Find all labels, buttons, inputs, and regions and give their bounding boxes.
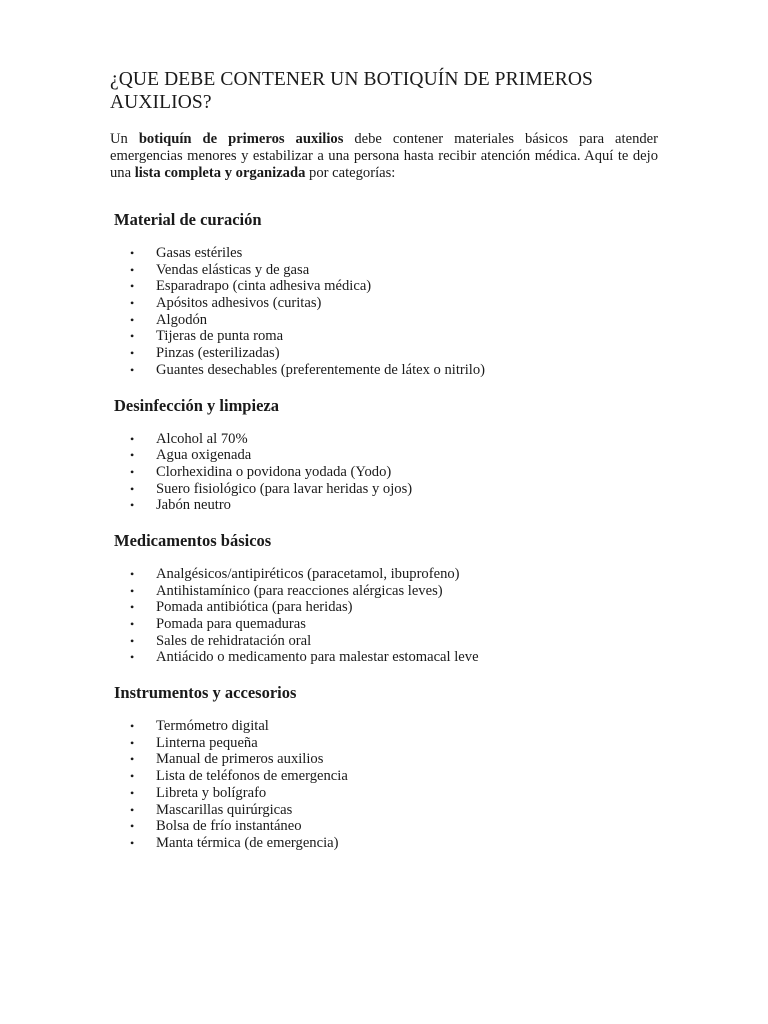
list-item [110, 362, 658, 379]
bullet-icon: • [130, 279, 135, 294]
list-item-text: Lista de teléfonos de emergencia [156, 768, 348, 785]
bullet-icon: • [130, 329, 135, 344]
list-item [110, 278, 658, 295]
list-item-text: Algodón [156, 311, 208, 328]
section-heading: Medicamentos básicos [114, 530, 272, 550]
list-item [110, 633, 658, 650]
list-item-text: Tijeras de punta roma [156, 328, 284, 345]
list-item [110, 447, 658, 464]
list-item [110, 262, 658, 279]
list-item [110, 245, 658, 262]
bullet-icon: • [130, 464, 135, 479]
bullet-icon: • [130, 362, 135, 377]
list-item [110, 295, 658, 312]
bullet-icon: • [130, 633, 135, 648]
list-item [110, 328, 658, 345]
list-item [110, 312, 658, 329]
list-item [110, 735, 658, 752]
list-item-text: Pinzas (esterilizadas) [156, 345, 280, 362]
list-item-text: Agua oxigenada [156, 447, 252, 464]
list-item [110, 835, 658, 852]
intro-text-2: debe contener materiales básicos para atender emergencias menores y estabilizar a una persona hasta recibir atención médica. Aquí te dejo una [110, 131, 658, 181]
list-item-text: Guantes desechables (preferentemente de látex o nitrilo) [156, 361, 486, 378]
list-item [110, 718, 658, 735]
bullet-icon: • [130, 719, 135, 734]
list-item-text: Analgésicos/antipiréticos (paracetamol, ibuprofeno) [156, 565, 460, 582]
list-item-text: Clorhexidina o povidona yodada (Yodo) [156, 463, 392, 480]
list-item-text: Manual de primeros auxilios [156, 751, 324, 768]
bullet-list [110, 566, 658, 666]
list-item-text: Suero fisiológico (para lavar heridas y ojos) [156, 480, 413, 497]
list-item-text: Manta térmica (de emergencia) [156, 834, 339, 851]
bullet-icon: • [130, 246, 135, 260]
bullet-icon: • [130, 752, 135, 767]
list-item [110, 345, 658, 362]
list-item [110, 785, 658, 802]
bullet-icon: • [130, 769, 135, 784]
section [110, 683, 658, 852]
bullet-icon: • [130, 481, 135, 496]
list-item [110, 566, 658, 583]
document-title: ¿QUE DEBE CONTENER UN BOTIQUÍN DE PRIMEROS AUXILIOS? [110, 69, 594, 113]
section-heading: Material de curación [114, 210, 262, 229]
list-item [110, 818, 658, 835]
list-item-text: Jabón neutro [156, 497, 231, 514]
list-item-text: Gasas estériles [156, 245, 243, 261]
bullet-icon: • [130, 566, 135, 581]
list-item-text: Pomada antibiótica (para heridas) [156, 599, 353, 616]
list-item-text: Vendas elásticas y de gasa [156, 261, 310, 278]
sections-container [110, 210, 658, 852]
list-item-text: Mascarillas quirúrgicas [156, 801, 293, 818]
list-item [110, 464, 658, 481]
section [110, 210, 658, 379]
list-item [110, 497, 658, 514]
intro-bold-2: lista completa y organizada [134, 165, 306, 181]
list-item-text: Antihistamínico (para reacciones alérgicas leves) [156, 582, 443, 599]
bullet-list [110, 718, 658, 852]
list-item [110, 583, 658, 600]
list-item-text: Termómetro digital [156, 718, 269, 735]
list-item-text: Esparadrapo (cinta adhesiva médica) [156, 278, 372, 295]
list-item [110, 431, 658, 448]
bullet-list [110, 245, 658, 379]
section-heading: Instrumentos y accesorios [114, 683, 297, 703]
intro-bold-1: botiquín de primeros auxilios [138, 131, 344, 147]
list-item [110, 768, 658, 785]
section [110, 531, 658, 666]
intro-text-3: por categorías: [305, 165, 396, 181]
list-item-text: Sales de rehidratación oral [156, 632, 312, 649]
bullet-icon: • [130, 819, 135, 834]
bullet-icon: • [130, 650, 135, 665]
list-item-text: Apósitos adhesivos (curitas) [156, 295, 322, 312]
list-item-text: Bolsa de frío instantáneo [156, 818, 302, 835]
list-item-text: Linterna pequeña [156, 734, 258, 751]
list-item-text: Libreta y bolígrafo [156, 784, 267, 801]
bullet-icon: • [130, 346, 135, 361]
list-item [110, 481, 658, 498]
bullet-icon: • [130, 835, 135, 850]
list-item-text: Pomada para quemaduras [156, 616, 306, 632]
list-item-text: Alcohol al 70% [156, 430, 248, 447]
bullet-icon: • [130, 600, 135, 615]
intro-text-1: Un [110, 131, 139, 147]
bullet-list [110, 431, 658, 514]
bullet-icon: • [130, 498, 135, 513]
list-item-text: Antiácido o medicamento para malestar estomacal leve [156, 649, 479, 666]
bullet-icon: • [130, 312, 135, 327]
list-item [110, 802, 658, 819]
list-item [110, 599, 658, 616]
bullet-icon: • [130, 583, 135, 598]
bullet-icon: • [130, 448, 135, 463]
bullet-icon: • [130, 431, 135, 446]
bullet-icon: • [130, 802, 135, 817]
bullet-icon: • [130, 262, 135, 277]
bullet-icon: • [130, 296, 135, 311]
bullet-icon: • [130, 735, 135, 750]
list-item [110, 616, 658, 633]
list-item [110, 649, 658, 666]
section [110, 396, 658, 514]
list-item [110, 751, 658, 768]
section-heading: Desinfección y limpieza [114, 395, 279, 415]
bullet-icon: • [130, 617, 135, 631]
document-page [110, 68, 658, 852]
intro-paragraph [110, 131, 658, 182]
bullet-icon: • [130, 785, 135, 800]
